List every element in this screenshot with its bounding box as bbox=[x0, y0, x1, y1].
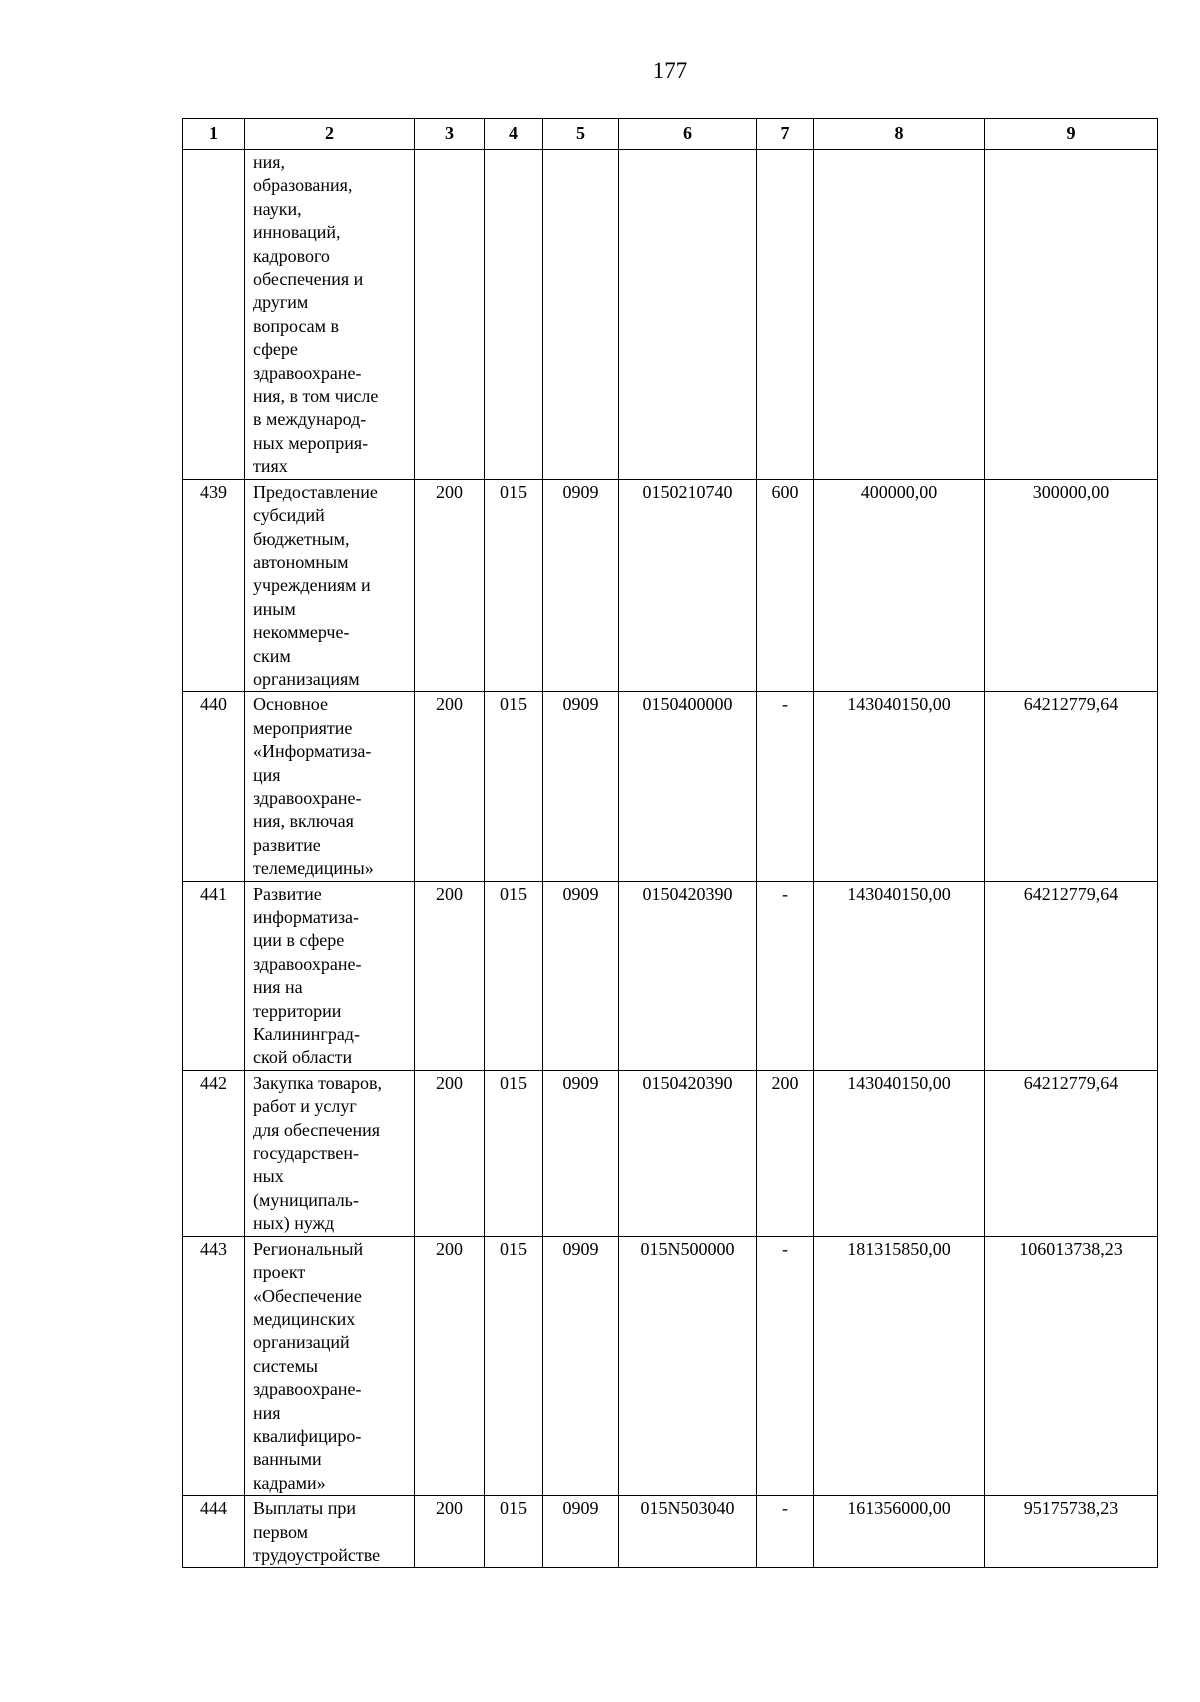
target-item-code bbox=[619, 150, 757, 480]
ministry-code bbox=[415, 150, 485, 480]
table-row bbox=[183, 1496, 1158, 1568]
expense-type-code bbox=[757, 150, 814, 480]
amount-planned: 400000,00 bbox=[814, 479, 985, 692]
amount-actual: 300000,00 bbox=[985, 479, 1158, 692]
ministry-code: 200 bbox=[415, 881, 485, 1070]
amount-planned: 143040150,00 bbox=[814, 881, 985, 1070]
column-header-2: 2 bbox=[245, 119, 415, 150]
target-item-code: 0150400000 bbox=[619, 692, 757, 881]
amount-planned: 143040150,00 bbox=[814, 692, 985, 881]
expense-type-code: - bbox=[757, 1496, 814, 1568]
row-number: 441 bbox=[183, 881, 245, 1070]
program-code: 015 bbox=[485, 479, 543, 692]
ministry-code: 200 bbox=[415, 1070, 485, 1236]
section-code: 0909 bbox=[543, 1070, 619, 1236]
row-number: 444 bbox=[183, 1496, 245, 1568]
amount-actual: 95175738,23 bbox=[985, 1496, 1158, 1568]
budget-table-container bbox=[182, 118, 1158, 1568]
item-description: ния, образования, науки, инноваций, кадрового обеспечения и другим вопросам в сфере здравоохране- ния, в том числе в международ- ных мероприя- тиях bbox=[245, 150, 415, 480]
table-row bbox=[183, 692, 1158, 881]
column-header-1: 1 bbox=[183, 119, 245, 150]
column-header-6: 6 bbox=[619, 119, 757, 150]
target-item-code: 0150210740 bbox=[619, 479, 757, 692]
amount-planned bbox=[814, 150, 985, 480]
table-row bbox=[183, 881, 1158, 1070]
amount-actual: 106013738,23 bbox=[985, 1236, 1158, 1495]
row-number: 439 bbox=[183, 479, 245, 692]
expense-type-code: - bbox=[757, 881, 814, 1070]
column-header-8: 8 bbox=[814, 119, 985, 150]
amount-planned: 181315850,00 bbox=[814, 1236, 985, 1495]
expense-type-code: - bbox=[757, 692, 814, 881]
section-code: 0909 bbox=[543, 1236, 619, 1495]
amount-actual: 64212779,64 bbox=[985, 692, 1158, 881]
section-code: 0909 bbox=[543, 1496, 619, 1568]
ministry-code: 200 bbox=[415, 1236, 485, 1495]
section-code: 0909 bbox=[543, 692, 619, 881]
header-row bbox=[183, 119, 1158, 150]
program-code: 015 bbox=[485, 692, 543, 881]
column-header-9: 9 bbox=[985, 119, 1158, 150]
item-description: Развитие информатиза- ции в сфере здравоохране- ния на территории Калининград- ской области bbox=[245, 881, 415, 1070]
target-item-code: 015N503040 bbox=[619, 1496, 757, 1568]
program-code: 015 bbox=[485, 1070, 543, 1236]
page-number: 177 bbox=[652, 58, 688, 83]
amount-actual: 64212779,64 bbox=[985, 1070, 1158, 1236]
column-header-4: 4 bbox=[485, 119, 543, 150]
table-row bbox=[183, 1070, 1158, 1236]
expense-type-code: 600 bbox=[757, 479, 814, 692]
program-code: 015 bbox=[485, 1496, 543, 1568]
item-description: Закупка товаров, работ и услуг для обеспечения государствен- ных (муниципаль- ных) нужд bbox=[245, 1070, 415, 1236]
row-number: 442 bbox=[183, 1070, 245, 1236]
amount-planned: 161356000,00 bbox=[814, 1496, 985, 1568]
program-code: 015 bbox=[485, 881, 543, 1070]
column-header-3: 3 bbox=[415, 119, 485, 150]
table-row bbox=[183, 150, 1158, 480]
ministry-code: 200 bbox=[415, 692, 485, 881]
item-description: Выплаты при первом трудоустройстве bbox=[245, 1496, 415, 1568]
target-item-code: 0150420390 bbox=[619, 1070, 757, 1236]
budget-table bbox=[182, 118, 1158, 1568]
amount-planned: 143040150,00 bbox=[814, 1070, 985, 1236]
target-item-code: 0150420390 bbox=[619, 881, 757, 1070]
column-header-5: 5 bbox=[543, 119, 619, 150]
column-header-7: 7 bbox=[757, 119, 814, 150]
section-code: 0909 bbox=[543, 479, 619, 692]
amount-actual bbox=[985, 150, 1158, 480]
program-code bbox=[485, 150, 543, 480]
amount-actual: 64212779,64 bbox=[985, 881, 1158, 1070]
row-number: 440 bbox=[183, 692, 245, 881]
item-description: Предоставление субсидий бюджетным, автономным учреждениям и иным некоммерче- ским организациям bbox=[245, 479, 415, 692]
expense-type-code: 200 bbox=[757, 1070, 814, 1236]
program-code: 015 bbox=[485, 1236, 543, 1495]
expense-type-code: - bbox=[757, 1236, 814, 1495]
row-number bbox=[183, 150, 245, 480]
target-item-code: 015N500000 bbox=[619, 1236, 757, 1495]
row-number: 443 bbox=[183, 1236, 245, 1495]
section-code: 0909 bbox=[543, 881, 619, 1070]
ministry-code: 200 bbox=[415, 1496, 485, 1568]
item-description: Региональный проект «Обеспечение медицинских организаций системы здравоохране- ния квалифициро- ванными кадрами» bbox=[245, 1236, 415, 1495]
table-row bbox=[183, 1236, 1158, 1495]
section-code bbox=[543, 150, 619, 480]
ministry-code: 200 bbox=[415, 479, 485, 692]
item-description: Основное мероприятие «Информатиза- ция здравоохране- ния, включая развитие телемедицины» bbox=[245, 692, 415, 881]
table-row bbox=[183, 479, 1158, 692]
table-body bbox=[183, 150, 1158, 1568]
